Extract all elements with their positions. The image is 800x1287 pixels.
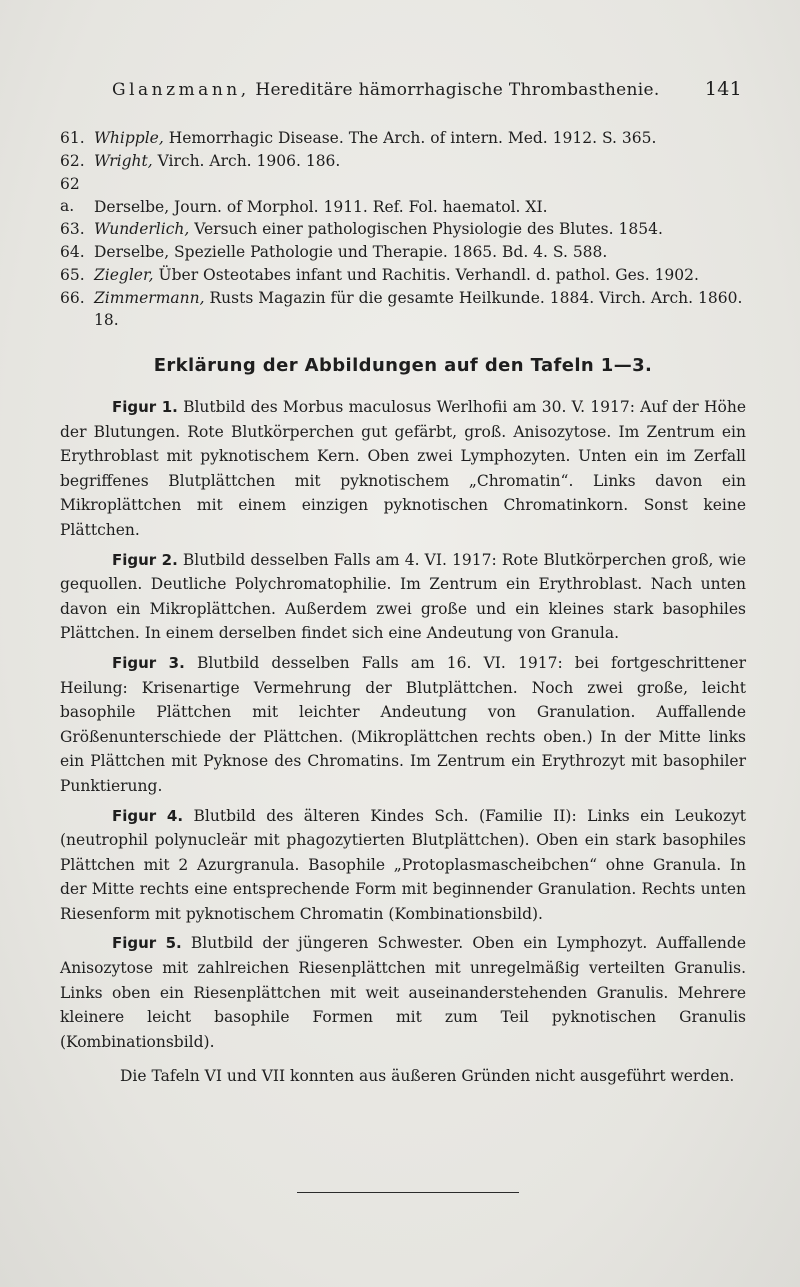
- reference-item: [60, 127, 746, 150]
- reference-author: Zimmermann,: [94, 288, 205, 307]
- reference-text: Hemorrhagic Disease. The Arch. of intern. Med. 1912. S. 365.: [168, 129, 657, 147]
- reference-number: 65.: [60, 265, 85, 284]
- closing-note: Die Tafeln VI und VII konnten aus äußeren Gründen nicht ausgeführt werden.: [120, 1067, 735, 1086]
- running-head-text: [112, 80, 660, 100]
- figure-label: Figur 2.: [112, 550, 178, 569]
- figure-legend: [60, 651, 746, 799]
- reference-author: Wright,: [94, 151, 153, 170]
- reference-item: [60, 241, 746, 264]
- figure-legends: [60, 395, 746, 1094]
- reference-item: [60, 264, 746, 287]
- figure-label: Figur 5.: [112, 934, 182, 953]
- running-head: [112, 78, 742, 100]
- end-rule: [297, 1192, 519, 1193]
- reference-number: 64.: [60, 242, 85, 261]
- figure-label: Figur 1.: [112, 398, 178, 416]
- figure-legend: [60, 804, 746, 927]
- running-head-title: Hereditäre hämorrhagische Thrombasthenie.: [255, 80, 660, 100]
- reference-number: 61.: [60, 129, 85, 147]
- reference-number: 66.: [60, 288, 85, 307]
- reference-text: Über Osteotabes infant und Rachitis. Verhandl. d. pathol. Ges. 1902.: [158, 265, 699, 284]
- reference-text: Virch. Arch. 1906. 186.: [157, 151, 341, 170]
- reference-item: [60, 287, 746, 333]
- figure-text: Blutbild des älteren Kindes Sch. (Familie II): Links ein Leukozyt (neutrophil polynucleär mit phagozytierten Blutplättchen). Oben ein stark basophiles Plättchen mit 2 Azurgranula. Basophile „Protoplasmascheibchen“ ohne Granula. In der Mitte rechts eine entsprechende Form mit beginnender Granulation. Rechts unten Riesenform mit pyknotischem Chromatin (Kombinationsbild).: [60, 806, 746, 923]
- reference-number: 63.: [60, 220, 85, 239]
- figure-legend: [60, 931, 746, 1054]
- figure-text: Blutbild desselben Falls am 16. VI. 1917: bei fortgeschrittener Heilung: Krisenartige Vermehrung der Blutplättchen. Noch zwei große, leicht basophile Plättchen mit leichter Andeutung von Granulation. Auffallende Größenunterschiede der Plättchen. (Mikroplättchen rechts oben.) In der Mitte links ein Plättchen mit Pyknose des Chromatins. Im Zentrum ein Erythrozyt mit basophiler Punktierung.: [60, 653, 746, 795]
- reference-text: Derselbe, Spezielle Pathologie und Therapie. 1865. Bd. 4. S. 588.: [94, 242, 608, 261]
- reference-author: Ziegler,: [94, 265, 154, 284]
- figure-text: Blutbild des Morbus maculosus Werlhofii am 30. V. 1917: Auf der Höhe der Blutungen. Rote Blutkörperchen gut gefärbt, groß. Anisozytose. Im Zentrum ein Erythroblast mit pyknotischem Kern. Oben zwei Lymphozyten. Unten ein im Zerfall begriffenes Blutplättchen mit pyknotischem „Chromatin“. Links davon ein Mikroplättchen mit einem einzigen pyknotischen Chromatinkorn. Sonst keine Plättchen.: [60, 398, 746, 539]
- reference-item: [60, 150, 746, 173]
- section-title: Erklärung der Abbildungen auf den Tafeln 1—3.: [153, 355, 653, 376]
- reference-item: [60, 173, 746, 219]
- reference-number: 62 a.: [60, 174, 80, 216]
- running-head-author: Glanzmann,: [112, 80, 250, 100]
- reference-text: Versuch einer pathologischen Physiologie des Blutes. 1854.: [194, 220, 663, 239]
- figure-text: Blutbild desselben Falls am 4. VI. 1917: Rote Blutkörperchen groß, wie gequollen. Deutliche Polychromatophilie. Im Zentrum ein Erythroblast. Nach unten davon ein Mikroplättchen. Außerdem zwei große und ein kleines stark basophiles Plättchen. In einem derselben findet sich eine Andeutung von Granula.: [60, 550, 747, 643]
- figure-legend: [60, 548, 746, 646]
- page-number: 141: [704, 78, 742, 100]
- reference-author: Whipple,: [94, 129, 164, 147]
- figure-text: Blutbild der jüngeren Schwester. Oben ein Lymphozyt. Auffallende Anisozytose mit zahlreichen Riesenplättchen mit unregelmäßig verteilten Granulis. Links oben ein Riesenplättchen mit weit auseinanderstehenden Granulis. Mehrere kleinere leicht basophile Formen mit zum Teil pyknotischen Granulis (Kombinationsbild).: [60, 934, 746, 1051]
- reference-text: Derselbe, Journ. of Morphol. 1911. Ref. Fol. haematol. XI.: [94, 197, 548, 216]
- reference-number: 62.: [60, 151, 85, 170]
- reference-text: Rusts Magazin für die gesamte Heilkunde. 1884. Virch. Arch. 1860. 18.: [94, 288, 743, 330]
- figure-label: Figur 3.: [112, 653, 185, 672]
- reference-author: Wunderlich,: [94, 220, 190, 239]
- figure-legend: [60, 395, 746, 543]
- reference-list: [60, 127, 746, 332]
- figure-label: Figur 4.: [112, 806, 184, 825]
- reference-item: [60, 218, 746, 241]
